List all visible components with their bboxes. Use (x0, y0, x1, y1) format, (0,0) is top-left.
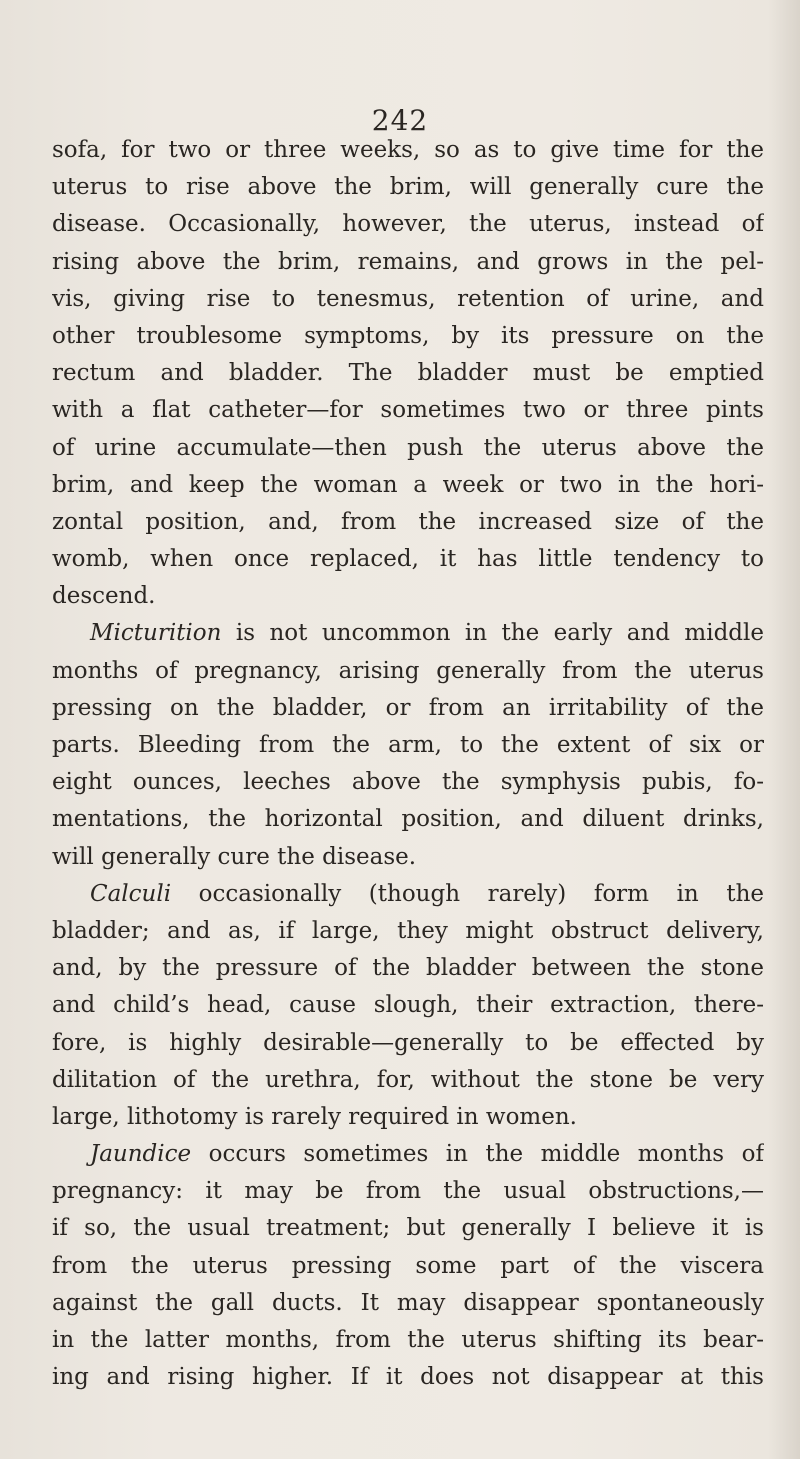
text-line: descend. (52, 583, 156, 610)
text-line: if so, the usual treatment; but generally I believe it is (52, 1215, 764, 1242)
text-line: pressing on the bladder, or from an irritability of the (52, 694, 764, 721)
text-line: rising above the brim, remains, and grows in the pel- (52, 248, 764, 275)
term-micturition: Micturition (90, 620, 222, 647)
text-line: sofa, for two or three weeks, so as to give time for the (52, 137, 764, 163)
page-number: 242 (371, 104, 429, 137)
text-line: zontal position, and, from the increased size of the (52, 508, 764, 535)
text-line: other troublesome symptoms, by its pressure on the (52, 322, 764, 349)
text-line: dilitation of the urethra, for, without the stone be very (52, 1066, 764, 1093)
text-line: fore, is highly desirable—generally to be effected by (52, 1029, 764, 1056)
body-text (52, 132, 764, 1396)
text-run: is not uncommon in the early and middle (221, 620, 764, 647)
text-line: against the gall ducts. It may disappear spontaneously (52, 1289, 764, 1316)
text-line: and child’s head, cause slough, their extraction, there- (52, 992, 764, 1019)
text-line: and, by the pressure of the bladder between the stone (52, 955, 764, 982)
term-calculi: Calculi (90, 880, 172, 907)
text-line: from the uterus pressing some part of the viscera (52, 1252, 764, 1279)
text-line: eight ounces, leeches above the symphysis pubis, fo- (52, 769, 764, 796)
text-line: pregnancy: it may be from the usual obstructions,— (52, 1178, 764, 1205)
text-line: parts. Bleeding from the arm, to the extent of six or (52, 732, 764, 758)
text-line: brim, and keep the woman a week or two in the hori- (52, 471, 764, 498)
paragraph-calculi-first-line (52, 876, 764, 913)
text-line: in the latter months, from the uterus shifting its bear- (52, 1327, 764, 1353)
text-line: vis, giving rise to tenesmus, retention of urine, and (52, 285, 764, 312)
text-line: rectum and bladder. The bladder must be emptied (52, 360, 764, 387)
text-line: disease. Occasionally, however, the uterus, instead of (52, 211, 764, 238)
text-line: of urine accumulate—then push the uterus above the (52, 434, 764, 461)
text-run: occasionally (though rarely) form in the (171, 880, 764, 907)
term-jaundice: Jaundice (90, 1141, 192, 1168)
text-line: mentations, the horizontal position, and diluent drinks, (52, 806, 764, 833)
text-line: with a flat catheter—for sometimes two or three pints (52, 397, 764, 424)
text-run: occurs sometimes in the middle months of (191, 1141, 764, 1168)
paragraph-jaundice-first-line (52, 1136, 764, 1173)
text-line: months of pregnancy, arising generally from the uterus (52, 657, 764, 684)
text-line: large, lithotomy is rarely required in women. (52, 1103, 577, 1130)
paragraph-micturition-first-line (52, 615, 764, 652)
text-line: will generally cure the disease. (52, 843, 417, 870)
text-line: bladder; and as, if large, they might obstruct delivery, (52, 917, 764, 944)
text-line: womb, when once replaced, it has little tendency to (52, 546, 764, 573)
text-line: ing and rising higher. If it does not disappear at this (52, 1364, 764, 1391)
text-line: uterus to rise above the brim, will generally cure the (52, 174, 764, 201)
